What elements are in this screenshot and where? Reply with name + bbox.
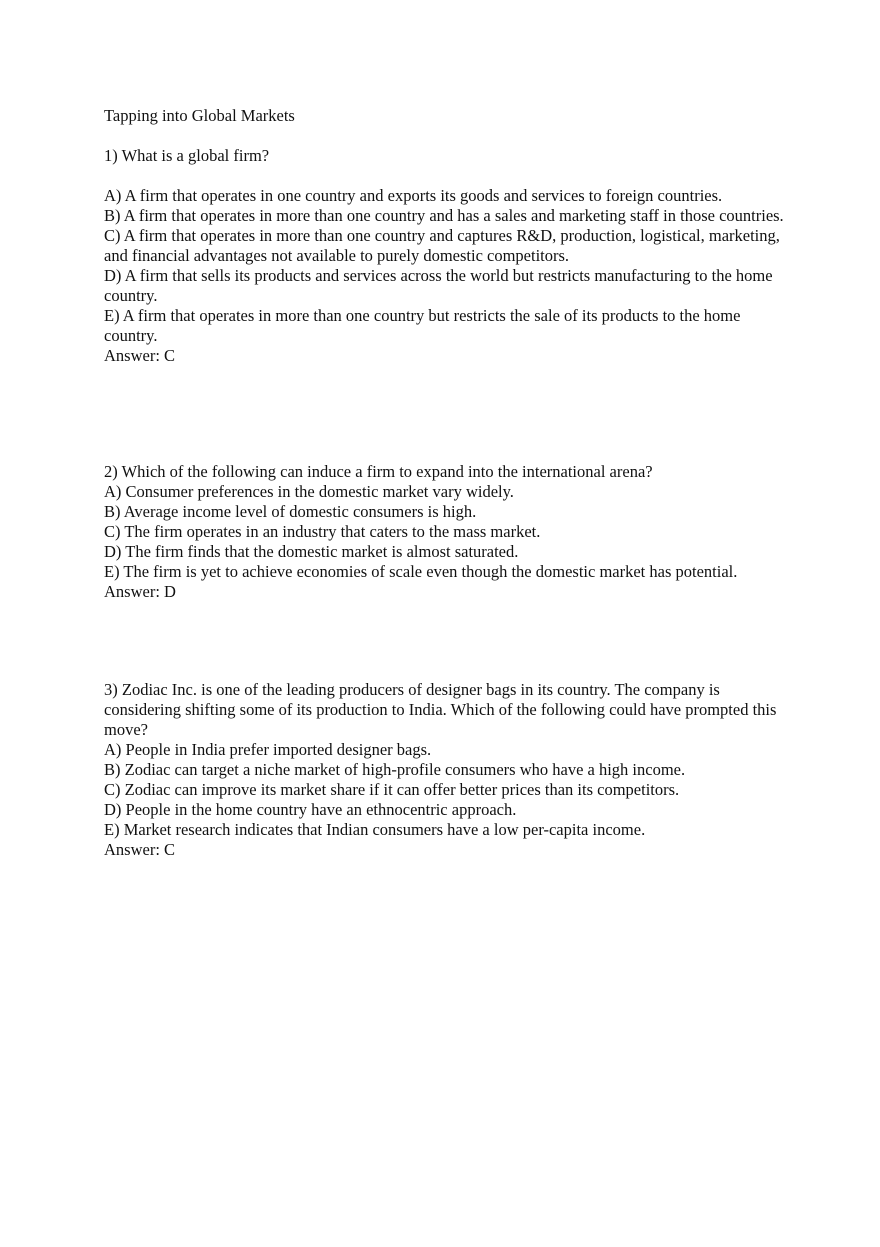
option-e: E) A firm that operates in more than one country but restricts the sale of its products to the home country. <box>104 306 741 345</box>
option-c: C) A firm that operates in more than one country and captures R&D, production, logistical, marketing, and financial advantages not available to purely domestic competitors. <box>104 226 780 265</box>
option-e: E) The firm is yet to achieve economies of scale even though the domestic market has potential. <box>104 562 738 581</box>
answer-key: Answer: C <box>104 346 176 365</box>
document-title: Tapping into Global Markets <box>104 106 295 125</box>
question-2 <box>104 462 784 602</box>
option-c: C) The firm operates in an industry that caters to the mass market. <box>104 522 541 541</box>
question-3 <box>104 680 784 860</box>
option-d: D) The firm finds that the domestic market is almost saturated. <box>104 542 519 561</box>
option-a: A) Consumer preferences in the domestic market vary widely. <box>104 482 514 501</box>
option-b: B) Zodiac can target a niche market of high-profile consumers who have a high income. <box>104 760 686 779</box>
option-e: E) Market research indicates that Indian consumers have a low per-capita income. <box>104 820 646 839</box>
option-d: D) People in the home country have an ethnocentric approach. <box>104 800 517 819</box>
answer-key: Answer: C <box>104 840 176 859</box>
option-d: D) A firm that sells its products and services across the world but restricts manufacturing to the home country. <box>104 266 773 305</box>
question-stem: 2) Which of the following can induce a firm to expand into the international arena? <box>104 462 653 481</box>
document-content <box>104 106 784 860</box>
option-b: B) Average income level of domestic consumers is high. <box>104 502 477 521</box>
answer-options <box>104 186 784 346</box>
option-b: B) A firm that operates in more than one country and has a sales and marketing staff in those countries. <box>104 206 784 225</box>
answer-key: Answer: D <box>104 582 176 601</box>
option-c: C) Zodiac can improve its market share if it can offer better prices than its competitors. <box>104 780 680 799</box>
option-a: A) People in India prefer imported designer bags. <box>104 740 432 759</box>
answer-options <box>104 740 784 840</box>
question-stem: 3) Zodiac Inc. is one of the leading producers of designer bags in its country. The company is considering shifting some of its production to India. Which of the following could have prompted this move? <box>104 680 777 739</box>
question-1 <box>104 146 784 366</box>
question-stem: 1) What is a global firm? <box>104 146 270 165</box>
option-a: A) A firm that operates in one country and exports its goods and services to foreign countries. <box>104 186 723 205</box>
answer-options <box>104 482 784 582</box>
